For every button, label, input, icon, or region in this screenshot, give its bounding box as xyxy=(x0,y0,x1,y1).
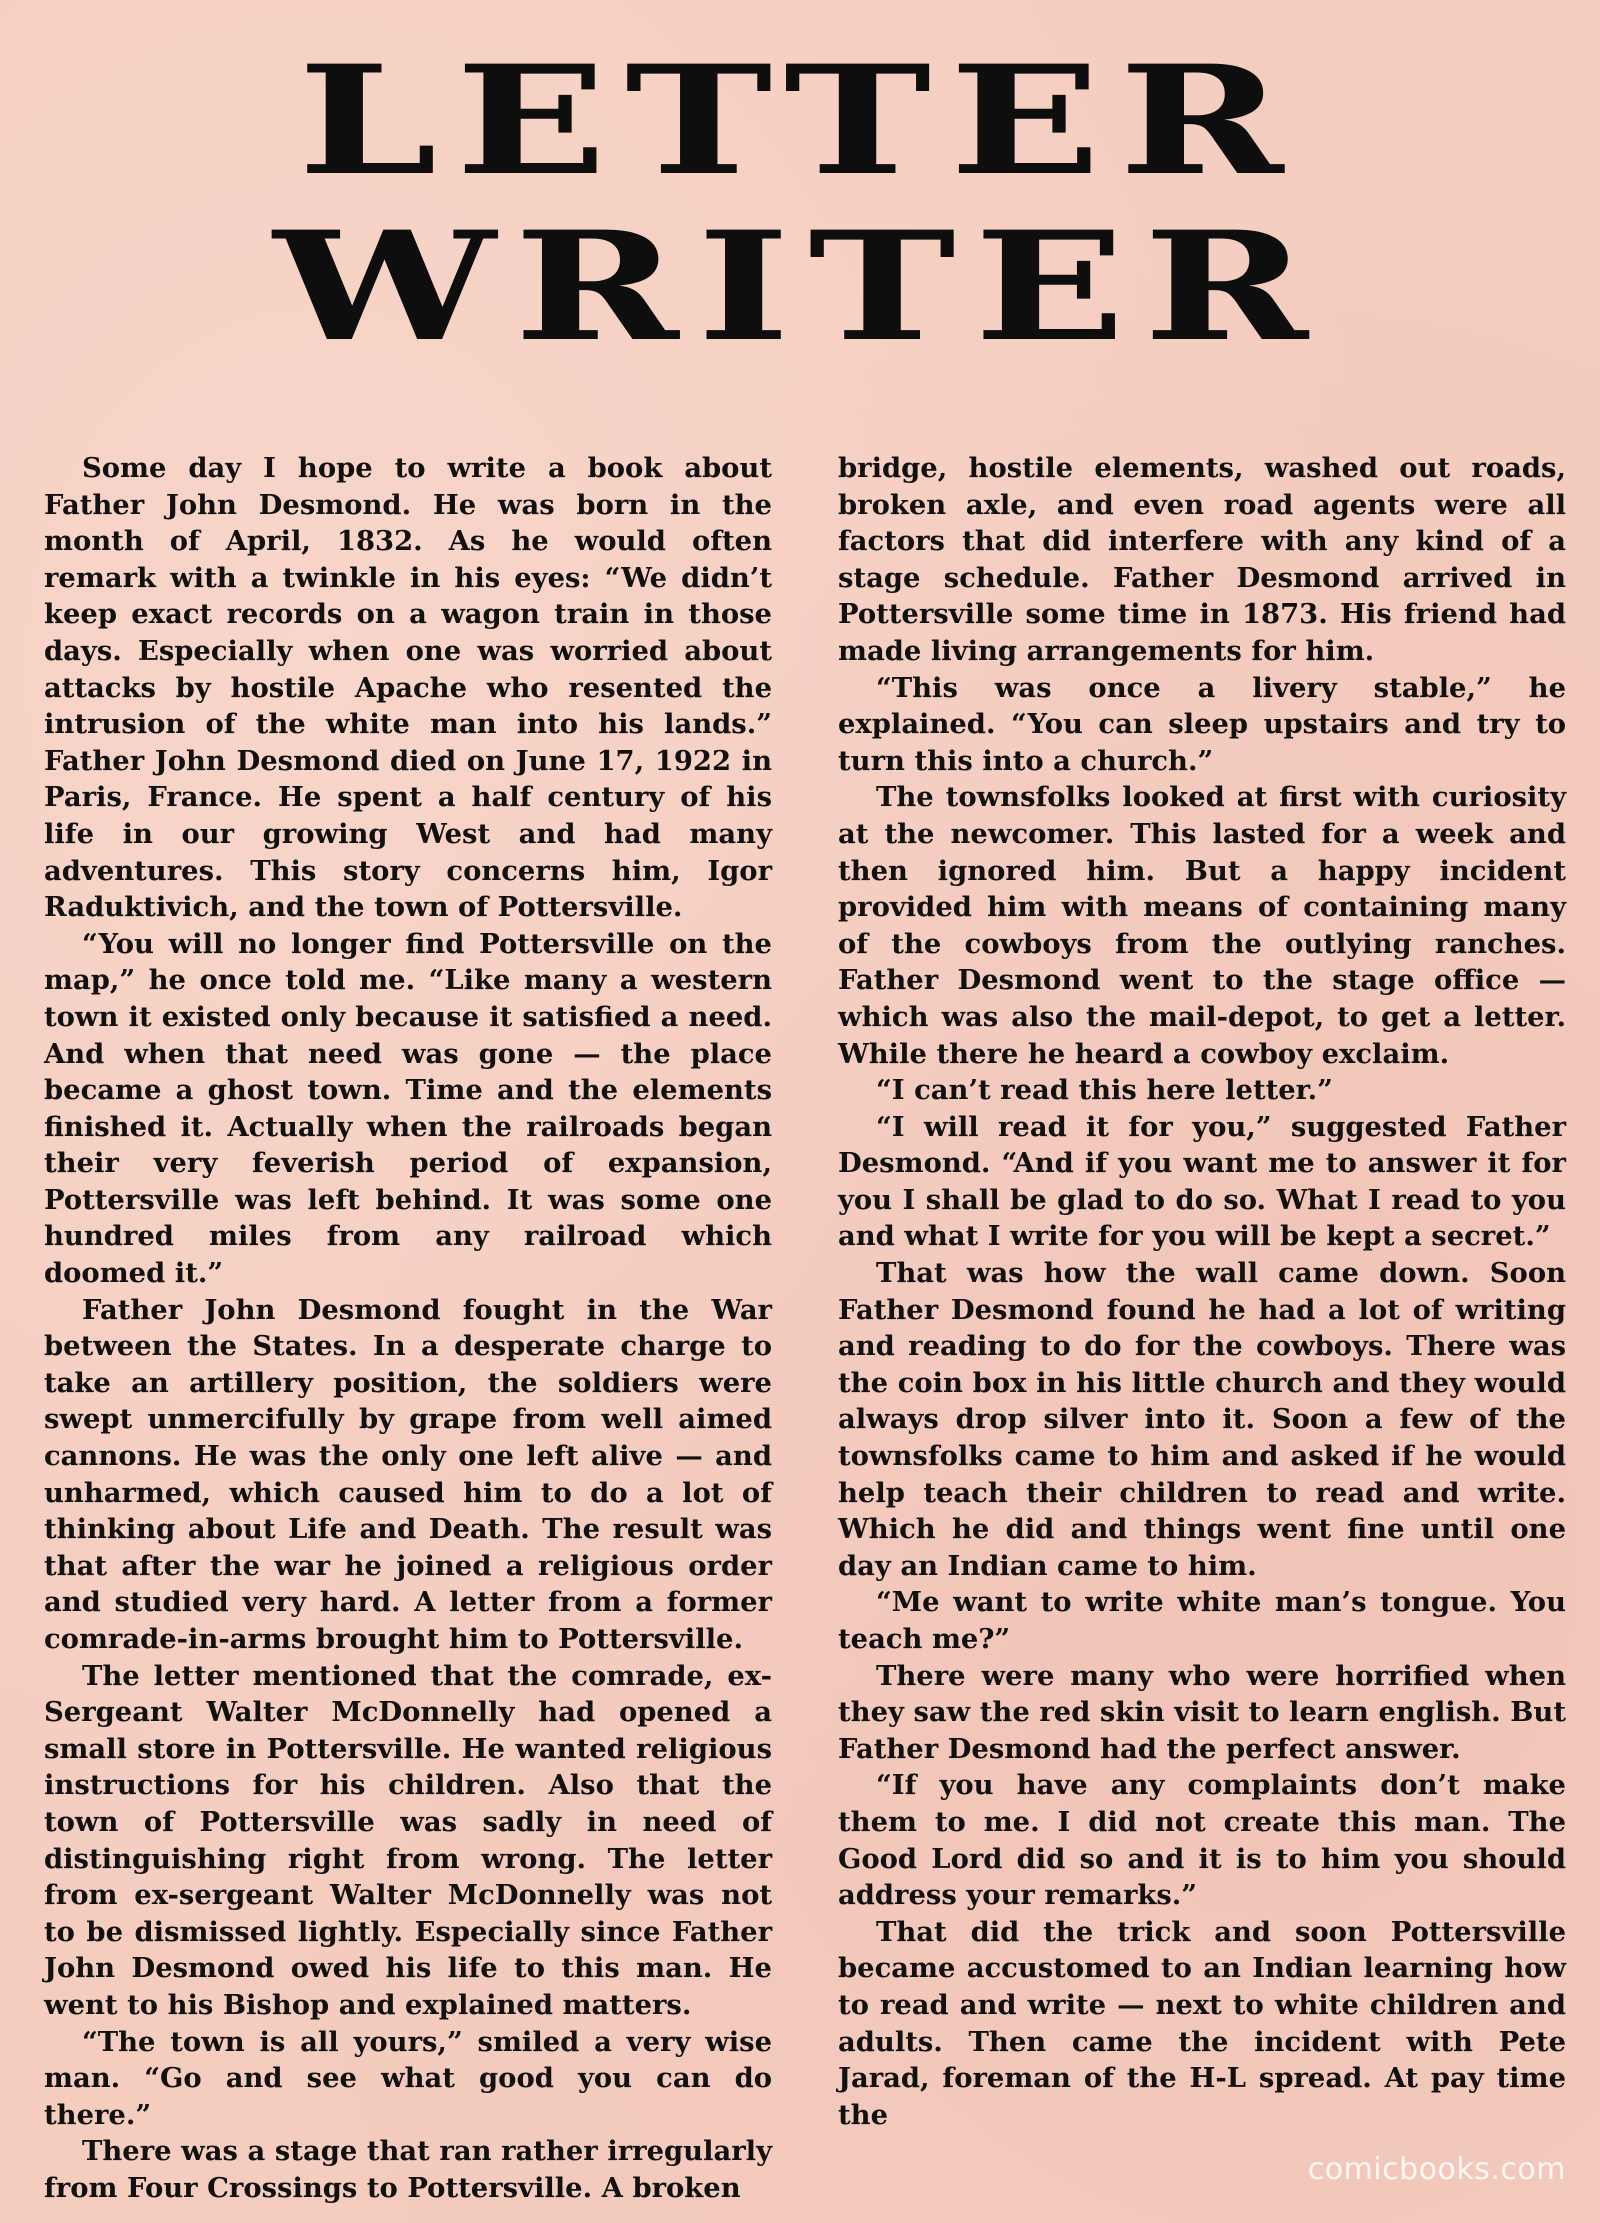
left-column xyxy=(44,450,772,2207)
paragraph: Some day I hope to write a book about Father John Desmond. He was born in the month of April, 1832. As he would often remark with a twinkle in his eyes: “We didn’t keep exact records on a wagon train in those days. Especially when one was worried about attacks by hostile Apache who resented the intrusion of the white man into his lands.” Father John Desmond died on June 17, 1922 in Paris, France. He spent a half century of his life in our growing West and had many adventures. This story concerns him, Igor Raduktivich, and the town of Pottersville. xyxy=(44,452,772,924)
paragraph: “This was once a livery stable,” he explained. “You can sleep upstairs and try to turn this into a church.” xyxy=(838,671,1566,777)
paragraph: That was how the wall came down. Soon Father Desmond found he had a lot of writing and reading to do for the cowboys. There was the coin box in his little church and they would always drop silver into it. Soon a few of the townsfolks came to him and asked if he would help teach their children to read and write. Which he did and things went fine until one day an Indian came to him. xyxy=(838,1257,1566,1582)
paragraph: bridge, hostile elements, washed out roads, broken axle, and even road agents were all factors that did interfere with any kind of a stage schedule. Father Desmond arrived in Pottersville some time in 1873. His friend had made living arrangements for him. xyxy=(838,452,1566,667)
paragraph: “I will read it for you,” suggested Father Desmond. “And if you want me to answer it for you I shall be glad to do so. What I read to you and what I write for you will be kept a secret.” xyxy=(838,1110,1566,1253)
paragraph: There was a stage that ran rather irregularly from Four Crossings to Pottersville. A broken xyxy=(44,2135,772,2204)
site-watermark: comicbooks.com xyxy=(1307,2152,1566,2187)
paragraph: “The town is all yours,” smiled a very wise man. “Go and see what good you can do there.” xyxy=(44,2025,772,2131)
title-line-2: WRITER xyxy=(273,199,1327,375)
paragraph: The letter mentioned that the comrade, ex-Sergeant Walter McDonnelly had opened a small store in Pottersville. He wanted religious instructions for his children. Also that the town of Pottersville was sadly in need of distinguishing right from wrong. The letter from ex-sergeant Walter McDonnelly was not to be dismissed lightly. Especially since Father John Desmond owed his life to this man. He went to his Bishop and explained matters. xyxy=(44,1659,772,2021)
paragraph: “I can’t read this here letter.” xyxy=(876,1074,1333,1107)
paragraph: There were many who were horrified when they saw the red skin visit to learn english. But Father Desmond had the perfect answer. xyxy=(838,1659,1566,1765)
paragraph: The townsfolks looked at first with curiosity at the newcomer. This lasted for a week and then ignored him. But a happy incident provided him with means of containing many of the cowboys from the outlying ranches. Father Desmond went to the stage office — which was also the mail-depot, to get a letter. While there he heard a cowboy exclaim. xyxy=(838,781,1566,1070)
paragraph: That did the trick and soon Pottersville became accustomed to an Indian learning how to read and write — next to white children and adults. Then came the incident with Pete Jarad, foreman of the H-L spread. At pay time the xyxy=(838,1915,1566,2131)
paragraph: “Me want to write white man’s tongue. You teach me?” xyxy=(838,1586,1566,1655)
paragraph: “You will no longer find Pottersville on the map,” he once told me. “Like many a western town it existed only because it satisfied a need. And when that need was gone — the place became a ghost town. Time and the elements finished it. Actually when the railroads began their very feverish period of expansion, Pottersville was left behind. It was some one hundred miles from any railroad which doomed it.” xyxy=(44,927,772,1290)
title-line-1: LETTER xyxy=(297,33,1303,209)
paragraph: Father John Desmond fought in the War between the States. In a desperate charge to take an artillery position, the soldiers were swept unmercifully by grape from well aimed cannons. He was the only one left alive — and unharmed, which caused him to do a lot of thinking about Life and Death. The result was that after the war he joined a religious order and studied very hard. A letter from a former comrade-in-arms brought him to Pottersville. xyxy=(44,1293,772,1655)
paragraph: “If you have any complaints don’t make them to me. I did not create this man. The Good Lord did so and it is to him you should address your remarks.” xyxy=(838,1769,1566,1912)
right-column xyxy=(838,450,1566,2133)
